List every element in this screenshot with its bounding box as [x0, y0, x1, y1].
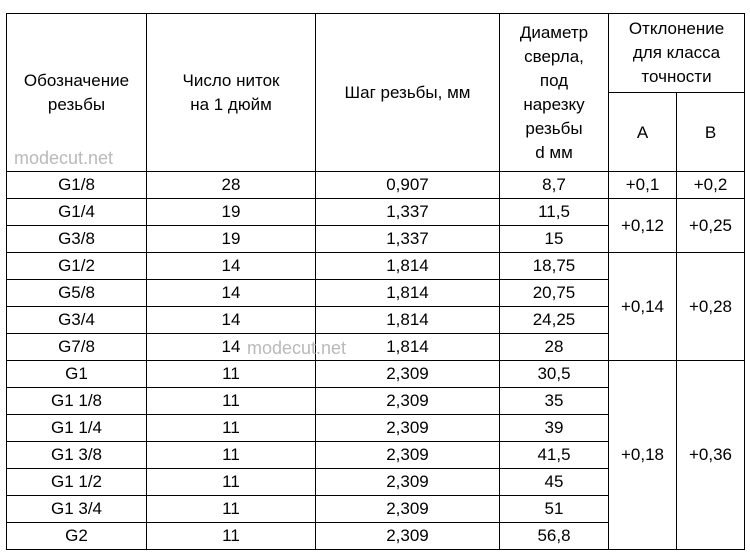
cell-tpi: 14 [147, 280, 316, 307]
cell-drill: 30,5 [500, 361, 609, 388]
cell-deviation-a: +0,14 [609, 253, 677, 361]
cell-drill: 20,75 [500, 280, 609, 307]
table-row [7, 199, 745, 226]
thread-table [6, 13, 745, 550]
cell-pitch: 2,309 [316, 496, 500, 523]
cell-tpi: 28 [147, 172, 316, 199]
cell-drill: 11,5 [500, 199, 609, 226]
cell-tpi: 11 [147, 442, 316, 469]
cell-deviation-a: +0,12 [609, 199, 677, 253]
cell-pitch: 1,814 [316, 307, 500, 334]
cell-drill: 24,25 [500, 307, 609, 334]
watermark: modecut.net [247, 338, 347, 358]
cell-pitch: 2,309 [316, 361, 500, 388]
cell-designation: G1 3/4 [7, 496, 147, 523]
cell-tpi: 14 [147, 334, 316, 361]
cell-designation: G1 1/8 [7, 388, 147, 415]
cell-pitch: 2,309 [316, 415, 500, 442]
watermark: modecut.net [14, 148, 114, 168]
cell-designation: G1 1/2 [7, 469, 147, 496]
cell-deviation-a: +0,18 [609, 361, 677, 550]
cell-pitch: 2,309 [316, 523, 500, 550]
table-row [7, 172, 745, 199]
cell-pitch: 2,309 [316, 442, 500, 469]
cell-tpi: 11 [147, 361, 316, 388]
cell-designation: G3/8 [7, 226, 147, 253]
cell-pitch: 1,814 [316, 280, 500, 307]
cell-drill: 28 [500, 334, 609, 361]
cell-pitch: 1,814 [316, 334, 500, 361]
cell-designation: G1/8 [7, 172, 147, 199]
cell-drill: 39 [500, 415, 609, 442]
cell-drill: 35 [500, 388, 609, 415]
header-class-b: В [677, 93, 745, 172]
header-designation: Обозначение резьбы [7, 14, 147, 172]
cell-designation: G1/2 [7, 253, 147, 280]
cell-deviation-b: +0,2 [677, 172, 745, 199]
cell-tpi: 14 [147, 307, 316, 334]
cell-designation: G1 3/8 [7, 442, 147, 469]
cell-designation: G1/4 [7, 199, 147, 226]
cell-designation: G1 [7, 361, 147, 388]
cell-pitch: 0,907 [316, 172, 500, 199]
cell-pitch: 2,309 [316, 388, 500, 415]
cell-tpi: 19 [147, 199, 316, 226]
cell-drill: 15 [500, 226, 609, 253]
header-pitch: Шаг резьбы, мм [316, 14, 500, 172]
cell-deviation-b: +0,36 [677, 361, 745, 550]
header-threads-per-inch: Число ниток на 1 дюйм [147, 14, 316, 172]
cell-designation: G2 [7, 523, 147, 550]
header-drill-diameter: Диаметр сверла, под нарезку резьбы d мм [500, 14, 609, 172]
cell-deviation-b: +0,28 [677, 253, 745, 361]
cell-deviation-b: +0,25 [677, 199, 745, 253]
cell-tpi: 11 [147, 469, 316, 496]
table-row [7, 361, 745, 388]
cell-tpi: 11 [147, 415, 316, 442]
header-class-a: А [609, 93, 677, 172]
cell-tpi: 14 [147, 253, 316, 280]
cell-tpi: 11 [147, 496, 316, 523]
cell-tpi: 19 [147, 226, 316, 253]
cell-drill: 41,5 [500, 442, 609, 469]
cell-drill: 8,7 [500, 172, 609, 199]
cell-pitch: 2,309 [316, 469, 500, 496]
cell-designation: G3/4 [7, 307, 147, 334]
cell-pitch: 1,814 [316, 253, 500, 280]
cell-pitch: 1,337 [316, 226, 500, 253]
cell-drill: 56,8 [500, 523, 609, 550]
cell-designation: G5/8 [7, 280, 147, 307]
cell-drill: 51 [500, 496, 609, 523]
cell-drill: 18,75 [500, 253, 609, 280]
cell-designation: G7/8 [7, 334, 147, 361]
cell-designation: G1 1/4 [7, 415, 147, 442]
cell-tpi: 11 [147, 523, 316, 550]
table-row [7, 253, 745, 280]
cell-pitch: 1,337 [316, 199, 500, 226]
cell-tpi: 11 [147, 388, 316, 415]
cell-deviation-a: +0,1 [609, 172, 677, 199]
cell-drill: 45 [500, 469, 609, 496]
header-deviation: Отклонение для класса точности [609, 14, 745, 93]
